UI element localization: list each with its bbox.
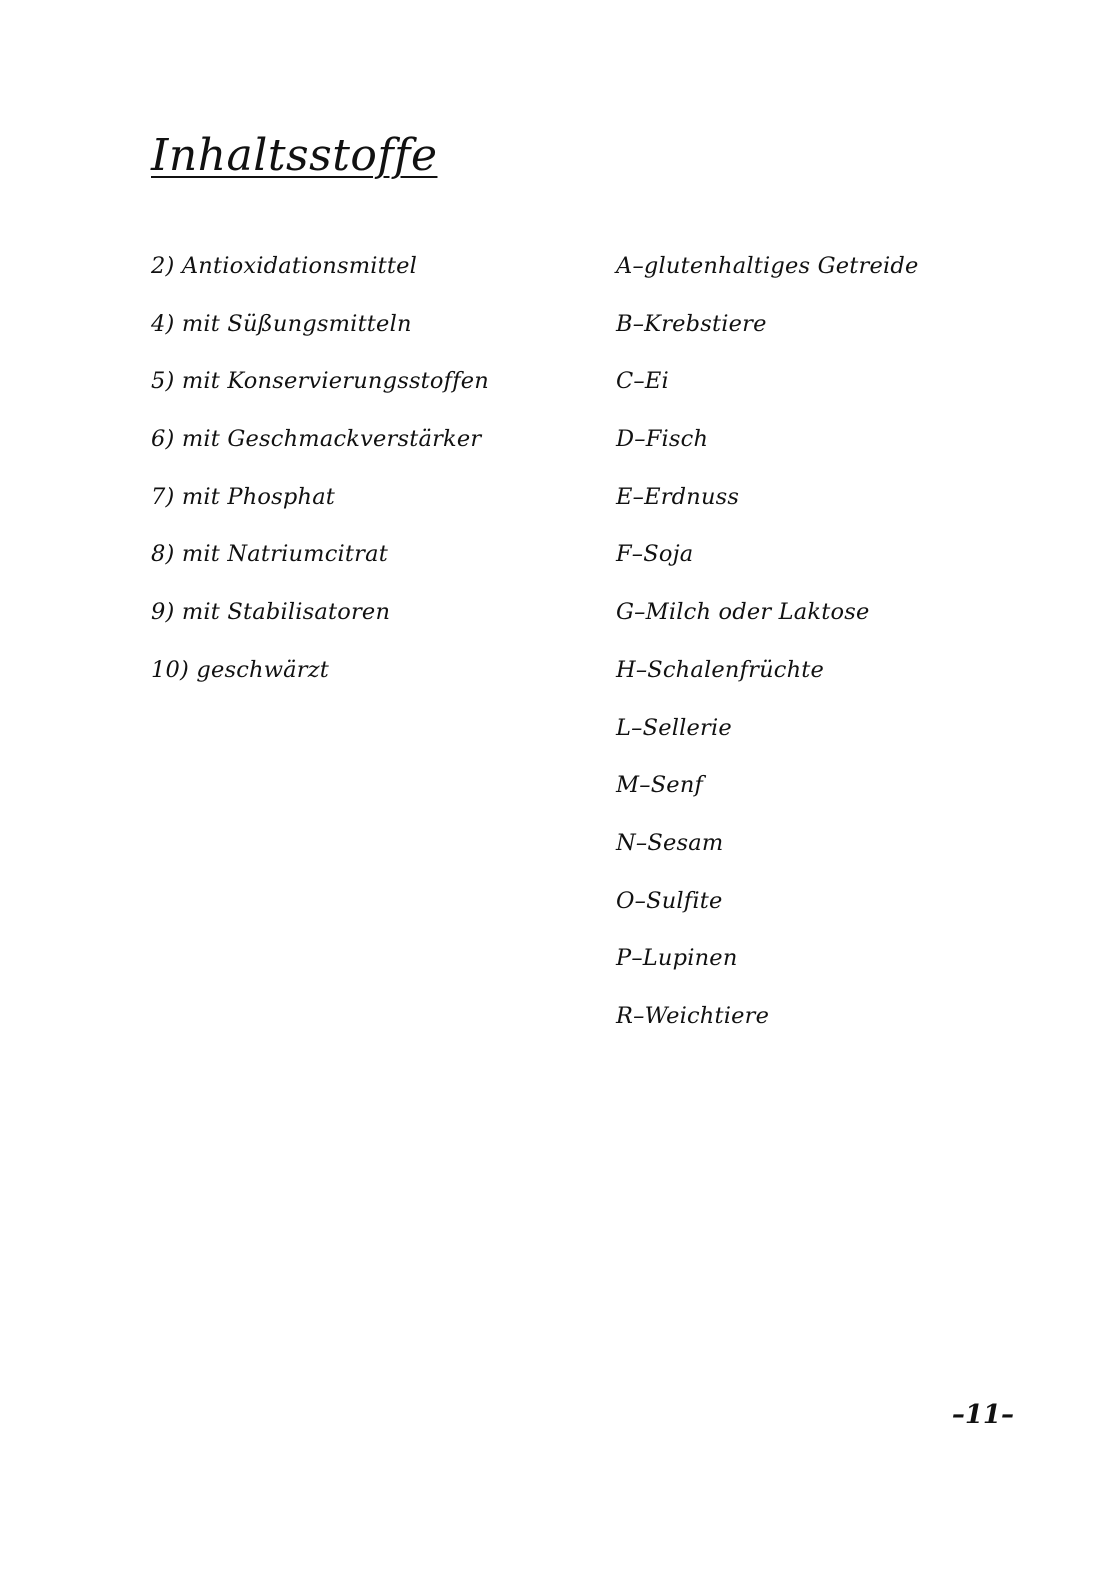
allergens-list <box>616 247 1056 1055</box>
allergen-item: O–Sulfite <box>616 887 723 914</box>
additive-item: 6) mit Geschmackverstärker <box>151 426 482 453</box>
allergen-item: M–Senf <box>616 772 704 799</box>
additives-list <box>151 247 591 709</box>
additive-item: 2) Antioxidationsmittel <box>151 253 418 279</box>
additive-item: 10) geschwärzt <box>151 656 330 683</box>
additive-item: 8) mit Natriumcitrat <box>151 541 388 568</box>
allergen-item: P–Lupinen <box>616 945 738 972</box>
allergen-item: H–Schalenfrüchte <box>616 656 825 683</box>
page-title: Inhaltsstoffe <box>151 130 438 181</box>
allergen-item: C–Ei <box>616 368 669 395</box>
page-number: –11– <box>951 1400 1014 1430</box>
allergen-item: A–glutenhaltiges Getreide <box>616 253 919 279</box>
allergen-item: B–Krebstiere <box>616 310 767 337</box>
allergen-item: D–Fisch <box>616 426 709 453</box>
allergen-item: R–Weichtiere <box>616 1002 770 1029</box>
allergen-item: G–Milch oder Laktose <box>616 599 870 626</box>
additive-item: 5) mit Konservierungsstoffen <box>151 368 489 395</box>
additive-item: 4) mit Süßungsmitteln <box>151 310 412 337</box>
allergen-item: L–Sellerie <box>616 714 732 741</box>
allergen-item: N–Sesam <box>616 829 724 856</box>
allergen-item: E–Erdnuss <box>616 483 740 510</box>
allergen-item: F–Soja <box>616 541 694 568</box>
additive-item: 7) mit Phosphat <box>151 483 336 510</box>
additive-item: 9) mit Stabilisatoren <box>151 599 391 626</box>
